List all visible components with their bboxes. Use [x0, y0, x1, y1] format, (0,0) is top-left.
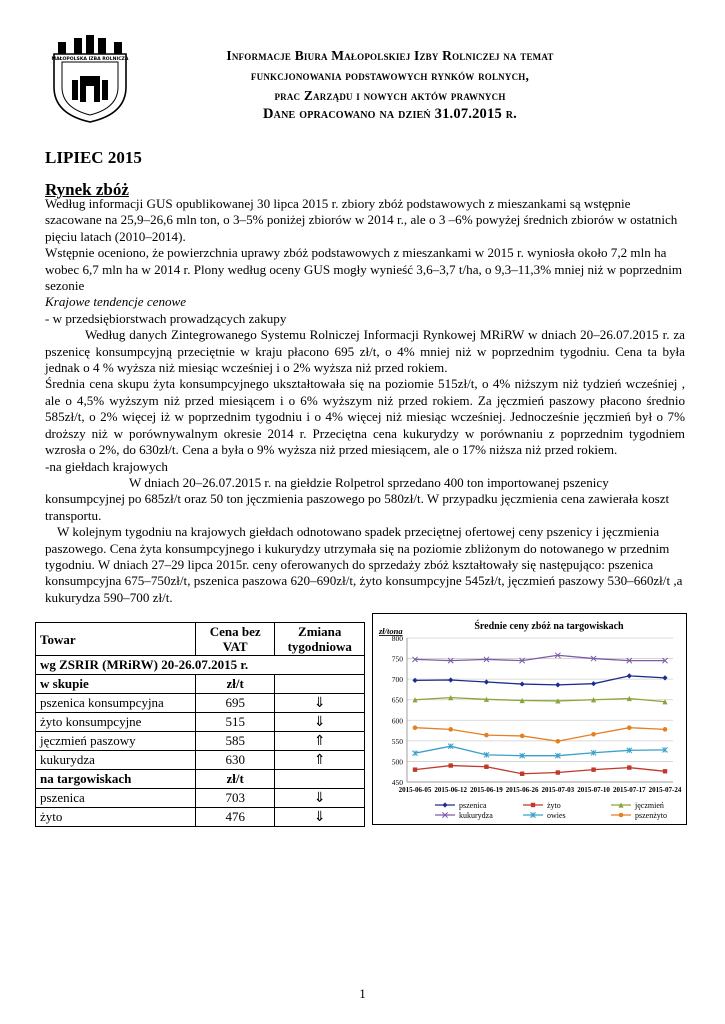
header-commodity: Towar: [36, 623, 196, 656]
subsection-title: Rynek zbóż: [45, 180, 129, 199]
group-title-zsrir: wg ZSRIR (MRiRW) 20-26.07.2015 r.: [36, 656, 365, 675]
y-tick-label: 750: [391, 654, 403, 664]
table-row: [36, 751, 365, 770]
x-tick-label: 2015-06-26: [505, 786, 539, 794]
series-line-kukurydza: [415, 655, 665, 660]
data-point: [556, 770, 560, 774]
chamber-crest-logo: [44, 32, 136, 124]
table-row: [36, 732, 365, 751]
data-point: [448, 677, 453, 682]
data-point: [520, 772, 524, 776]
row-name: kukurydza: [36, 751, 196, 770]
x-tick-label: 2015-07-17: [612, 786, 646, 794]
header-line-4: [130, 106, 650, 123]
row-price: 476: [195, 808, 274, 827]
data-point: [627, 765, 631, 769]
row-change-arrow-icon: ⇑: [275, 751, 365, 770]
data-point: [555, 682, 560, 687]
subgroup-label: na targowiskach: [36, 770, 196, 789]
paragraph-next-week: W kolejnym tygodniu na krajowych giełdach odnotowano spadek przeciętnej ofertowej ceny pszenicy i jęczmienia paszowego. Cena żyta konsumpcyjnego i kukurydzy utrzymała się na poziomie zbliżonym do notowanego w przednim tygodniu. W dniach 27–29 lipca 2015r. ceny oferowanych do sprzedaży zbóż kształtowały się następująco: pszenica konsumpcyjna 675–750zł/t, pszenica paszowa 620–690zł/t, żyto konsumpcyjne 545zł/t, jęczmień paszowy 530–660zł/t ,a kukurydza 590–700 zł/t.: [45, 524, 683, 605]
data-point: [627, 725, 632, 730]
crest-text: MAŁOPOLSKA IZBA ROLNICZA: [51, 57, 129, 62]
data-point: [531, 803, 535, 807]
paragraph-rolpetrol: W dniach 20–26.07.2015 r. na giełdzie Rolpetrol sprzedano 400 ton importowanej pszenicy konsumpcyjnej po 685zł/t oraz 50 ton jęczmienia paszowego po 580zł/t. W przypadku jęczmienia cena zawierała koszt transportu.: [45, 474, 670, 523]
row-change-arrow-icon: ⇓: [275, 789, 365, 808]
data-point: [449, 763, 453, 767]
row-name: żyto: [36, 808, 196, 827]
table-row: [36, 789, 365, 808]
data-point: [663, 727, 668, 732]
header-date-suffix: r.: [501, 106, 517, 122]
row-name: pszenica konsumpcyjna: [36, 694, 196, 713]
table-header-row: [36, 623, 365, 656]
x-tick-label: 2015-07-24: [648, 786, 682, 794]
y-tick-label: 450: [391, 778, 403, 787]
x-tick-label: 2015-07-10: [577, 786, 610, 794]
data-point: [413, 767, 417, 771]
y-tick-label: 700: [391, 675, 403, 685]
x-tick-label: 2015-07-03: [541, 786, 575, 794]
legend-label: jęczmień: [635, 801, 664, 810]
row-price: 585: [195, 732, 274, 751]
x-tick-label: 2015-06-19: [470, 786, 503, 794]
header-line-1: Informacje Biura Małopolskiej Izby Rolniczej na temat: [226, 48, 554, 63]
y-tick-label: 600: [391, 716, 403, 726]
paragraph-wheat: Według danych Zintegrowanego Systemu Rolniczej Informacji Rynkowej MRiRW w dniach 20–26.07.2015 r. za pszenicę konsumpcyjną przeciętnie w kraju płacono 695 zł/t, o 4% mniej niż w poprzednim tygodniu. Cena ta była jednak o 4 % wyższa niż miesiąc wcześniej i o 2% wyższa niż przed rokiem.: [45, 327, 685, 376]
y-tick-label: 500: [391, 757, 403, 767]
paragraph-exchanges: -na giełdach krajowych: [45, 458, 168, 474]
data-point: [448, 727, 453, 732]
header-date: 31.07.2015: [434, 106, 502, 122]
data-point: [556, 739, 561, 744]
table-group-row: [36, 656, 365, 675]
price-table: [35, 622, 365, 827]
x-tick-label: 2015-06-12: [434, 786, 468, 794]
subgroup-unit: zł/t: [195, 770, 274, 789]
subgroup-label: w skupie: [36, 675, 196, 694]
header-change: Zmiana tygodniowa: [275, 623, 365, 656]
data-point: [662, 675, 667, 680]
legend-label: pszenica: [459, 801, 487, 810]
legend-label: owies: [547, 811, 566, 820]
table-subgroup-row: [36, 770, 365, 789]
data-point: [591, 767, 595, 771]
price-chart: [372, 613, 687, 825]
legend-label: kukurydza: [459, 811, 493, 820]
row-price: 630: [195, 751, 274, 770]
row-price: 695: [195, 694, 274, 713]
header-line-3: prac Zarządu i nowych aktów prawnych: [274, 88, 506, 103]
data-point: [627, 673, 632, 678]
data-point: [591, 681, 596, 686]
data-point: [619, 813, 624, 818]
data-point: [484, 765, 488, 769]
paragraph-area: Wstępnie oceniono, że powierzchnia uprawy zbóż podstawowych z mieszankami w 2015 r. wyniosła około 7,2 mln ha wobec 6,7 mln ha w 2014 r. Plony według oceny GUS mogły wynieść 3,6–3,7 t/ha, o 9,3–11,3% mniej niż w poprzednim sezonie: [45, 245, 683, 294]
y-tick-label: 800: [391, 634, 403, 643]
table-subgroup-row: [36, 675, 365, 694]
paragraph-rye-barley-corn: Średnia cena skupu żyta konsumpcyjnego ukształtowała się na poziomie 515zł/t, o 4% niższym niż tydzień wcześniej , ale o 4,5% wyższym niż przed miesiącem i o 6% wyższym niż przed rokiem. Za jęczmień paszowy płacono średnio 585zł/t, o 2% więcej iż w poprzednim tygodniu i o 4% więcej niż miesiąc wcześniej. Jednocześnie jęczmień był o 7% droższy niż w porównywalnym okresie 2014 r. Przeciętna cena kukurydzy w porównaniu z poprzednim tygodniem wzrosła o 2%, do 630zł/t. Cena a była o 9% wyższa niż przed miesiącem, ale o 17% niższa niż przed rokiem.: [45, 376, 685, 458]
row-change-arrow-icon: ⇓: [275, 713, 365, 732]
data-point: [484, 679, 489, 684]
data-point: [413, 725, 418, 730]
header-date-prefix: Dane opracowano na dzień: [263, 106, 435, 122]
data-point: [663, 769, 667, 773]
y-tick-label: 550: [391, 736, 403, 746]
row-change-arrow-icon: ⇓: [275, 694, 365, 713]
article-body: [45, 196, 685, 606]
data-point: [442, 802, 447, 807]
row-name: jęczmień paszowy: [36, 732, 196, 751]
data-point: [412, 678, 417, 683]
y-tick-label: 650: [391, 695, 403, 705]
table-row: [36, 713, 365, 732]
row-change-arrow-icon: ⇑: [275, 732, 365, 751]
header-price: Cena bez VAT: [195, 623, 274, 656]
legend-label: żyto: [547, 801, 561, 810]
row-change-arrow-icon: ⇓: [275, 808, 365, 827]
row-price: 703: [195, 789, 274, 808]
x-tick-label: 2015-06-05: [398, 786, 432, 794]
row-price: 515: [195, 713, 274, 732]
page-number: 1: [359, 986, 366, 1001]
data-point: [520, 681, 525, 686]
chart-ylabel: zł/tona: [379, 626, 403, 636]
data-point: [484, 733, 489, 738]
subgroup-unit: zł/t: [195, 675, 274, 694]
row-name: pszenica: [36, 789, 196, 808]
table-row: [36, 808, 365, 827]
chart-title: Średnie ceny zbóż na targowiskach: [474, 621, 624, 632]
paragraph-harvest: Według informacji GUS opublikowanej 30 lipca 2015 r. zbiory zbóż podstawowych z mieszankami są wstępnie szacowane na 25,9–26,6 mln ton, o 3–5% poniżej zbiorów w 2014 r., ale o 3 –6% powyżej średnich zbiorów w ostatnich pięciu latach (2010–2014).: [45, 196, 678, 244]
data-point: [520, 734, 525, 739]
paragraph-companies: - w przedsiębiorstwach prowadzących zakupy: [45, 310, 287, 326]
row-name: żyto konsumpcyjne: [36, 713, 196, 732]
section-title: LIPIEC 2015: [45, 148, 142, 167]
paragraph-trends-heading: Krajowe tendencje cenowe: [45, 294, 187, 310]
header-line-2: funkcjonowania podstawowych rynków rolnych,: [250, 68, 530, 83]
data-point: [591, 732, 596, 737]
chart-svg: [373, 614, 686, 824]
table-row: [36, 694, 365, 713]
legend-label: pszenżyto: [635, 811, 667, 820]
